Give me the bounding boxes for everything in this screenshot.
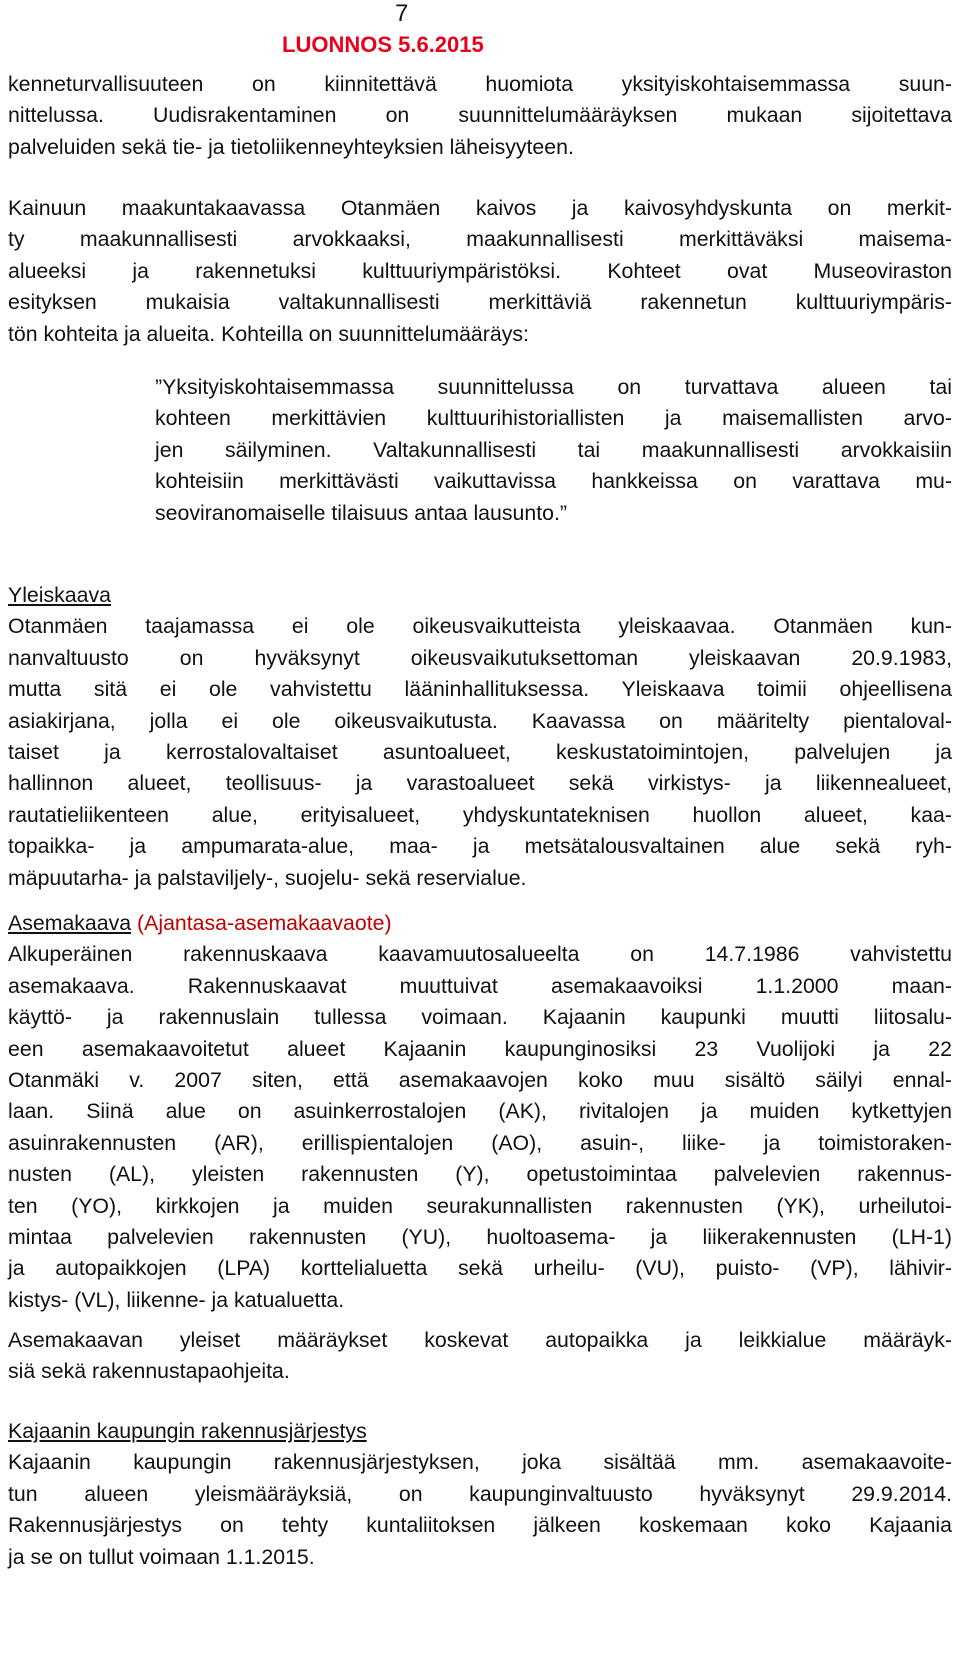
draft-label: LUONNOS 5.6.2015 [282,32,484,57]
text-line: Otanmäen taajamassa ei ole oikeusvaikutteista yleiskaavaa. Otanmäen kun- [8,614,952,639]
text-line: nusten (AL), yleisten rakennusten (Y), opetustoimintaa palvelevien rakennus- [8,1162,952,1187]
text-line: ty maakunnallisesti arvokkaaksi, maakunnallisesti merkittäväksi maisema- [8,227,952,252]
text-line: een asemakaavoitetut alueet Kajaanin kaupunginosiksi 23 Vuolijoki ja 22 [8,1036,952,1061]
text-line: Rakennusjärjestys on tehty kuntaliitoksen jälkeen koskemaan koko Kajaania [8,1513,952,1538]
text-line: topaikka- ja ampumarata-alue, maa- ja metsätalousvaltainen alue sekä ryh- [8,834,952,859]
text-line: asemakaava. Rakennuskaavat muuttuivat asemakaavoiksi 1.1.2000 maan- [8,973,952,998]
text-line: nanvaltuusto on hyväksynyt oikeusvaikutuksettoman yleiskaavan 20.9.1983, [8,645,952,670]
text-line: rautatieliikenteen alue, erityisalueet, yhdyskuntateknisen huollon alueet, kaa- [8,802,952,827]
paragraph-kainuu [8,193,952,350]
section-yleiskaava [8,580,952,894]
section-heading [8,1416,952,1447]
page-number: 7 [395,0,409,27]
asemakaavaote-link[interactable]: (Ajantasa-asemakaavaote) [137,911,392,935]
text-line: taiset ja kerrostalovaltaiset asuntoalueet, keskustatoimintojen, palvelujen ja [8,739,952,764]
text-line: hallinnon alueet, teollisuus- ja varastoalueet sekä virkistys- ja liikennealueet, [8,771,952,796]
text-line: siä sekä rakennustapaohjeita. [8,1359,290,1384]
text-line: nittelussa. Uudisrakentaminen on suunnittelumääräyksen mukaan sijoitettava [8,103,952,128]
text-line: Kajaanin kaupungin rakennusjärjestyksen, joka sisältää mm. asemakaavoite- [8,1450,952,1475]
text-line: ten (YO), kirkkojen ja muiden seurakunnallisten rakennusten (YK), urheilutoi- [8,1193,952,1218]
text-line: palveluiden sekä tie- ja tietoliikenneyhteyksien läheisyyteen. [8,134,574,159]
text-line: mintaa palvelevien rakennusten (YU), huoltoasema- ja liikerakennusten (LH-1) [8,1224,952,1249]
text-line: ja se on tullut voimaan 1.1.2015. [8,1544,315,1569]
text-line: kohteisiin merkittävästi vaikuttavissa hankkeissa on varattava mu- [155,469,952,494]
section-heading [8,908,952,939]
paragraph-yleiset-maaraykset [8,1325,952,1388]
text-line: tön kohteita ja alueita. Kohteilla on suunnittelumääräys: [8,321,529,346]
text-line: tun alueen yleismääräyksiä, on kaupunginvaltuusto hyväksynyt 29.9.2014. [8,1481,952,1506]
text-line: kistys- (VL), liikenne- ja katualuetta. [8,1287,345,1312]
text-line: esityksen mukaisia valtakunnallisesti merkittäviä rakennetun kulttuuriympäris- [8,290,952,315]
text-line: kohteen merkittävien kulttuurihistoriallisten ja maisemallisten arvo- [155,406,952,431]
text-line: laan. Siinä alue on asuinkerrostalojen (AK), rivitalojen ja muiden kytkettyjen [8,1099,952,1124]
text-line: ”Yksityiskohtaisemmassa suunnittelussa on turvattava alueen tai [155,375,952,399]
text-line: mutta sitä ei ole vahvistettu lääninhallituksessa. Yleiskaava toimii ohjeellisena [8,677,952,702]
text-line: ja autopaikkojen (LPA) korttelialuetta sekä urheilu- (VU), puisto- (VP), lähivir- [8,1256,952,1281]
text-line: asiakirjana, jolla ei ole oikeusvaikutusta. Kaavassa on määritelty pientaloval- [8,708,952,733]
yleiskaava-heading: Yleiskaava [8,583,111,607]
text-line: Asemakaavan yleiset määräykset koskevat autopaikka ja leikkialue määräyk- [8,1328,952,1352]
text-line: Kainuun maakuntakaavassa Otanmäen kaivos ja kaivosyhdyskunta on merkit- [8,196,952,220]
text-line: Alkuperäinen rakennuskaava kaavamuutosalueelta on 14.7.1986 vahvistettu [8,942,952,967]
text-line: asuinrakennusten (AR), erillispientalojen (AO), asuin-, liike- ja toimistoraken- [8,1130,952,1155]
section-rakennusjarjestys [8,1416,952,1573]
text-line: kenneturvallisuuteen on kiinnitettävä huomiota yksityiskohtaisemmassa suun- [8,72,952,96]
text-line: seoviranomaiselle tilaisuus antaa lausunto.” [155,500,567,525]
rakennusjarjestys-heading: Kajaanin kaupungin rakennusjärjestys [8,1419,367,1443]
text-line: alueeksi ja rakennetuksi kulttuuriympäristöksi. Kohteet ovat Museoviraston [8,258,952,283]
section-asemakaava [8,908,952,1316]
section-heading [8,580,952,611]
paragraph-intro [8,69,952,163]
text-line: jen säilyminen. Valtakunnallisesti tai maakunnallisesti arvokkaisiin [155,437,952,462]
text-line: käyttö- ja rakennuslain tullessa voimaan. Kajaanin kaupunki muutti liitosalu- [8,1005,952,1030]
text-line: mäpuutarha- ja palstaviljely-, suojelu- sekä reservialue. [8,865,527,890]
text-line: Otanmäki v. 2007 siten, että asemakaavojen koko muu sisältö säilyi ennal- [8,1067,952,1092]
quote-block [155,372,952,529]
asemakaava-heading: Asemakaava [8,911,132,935]
